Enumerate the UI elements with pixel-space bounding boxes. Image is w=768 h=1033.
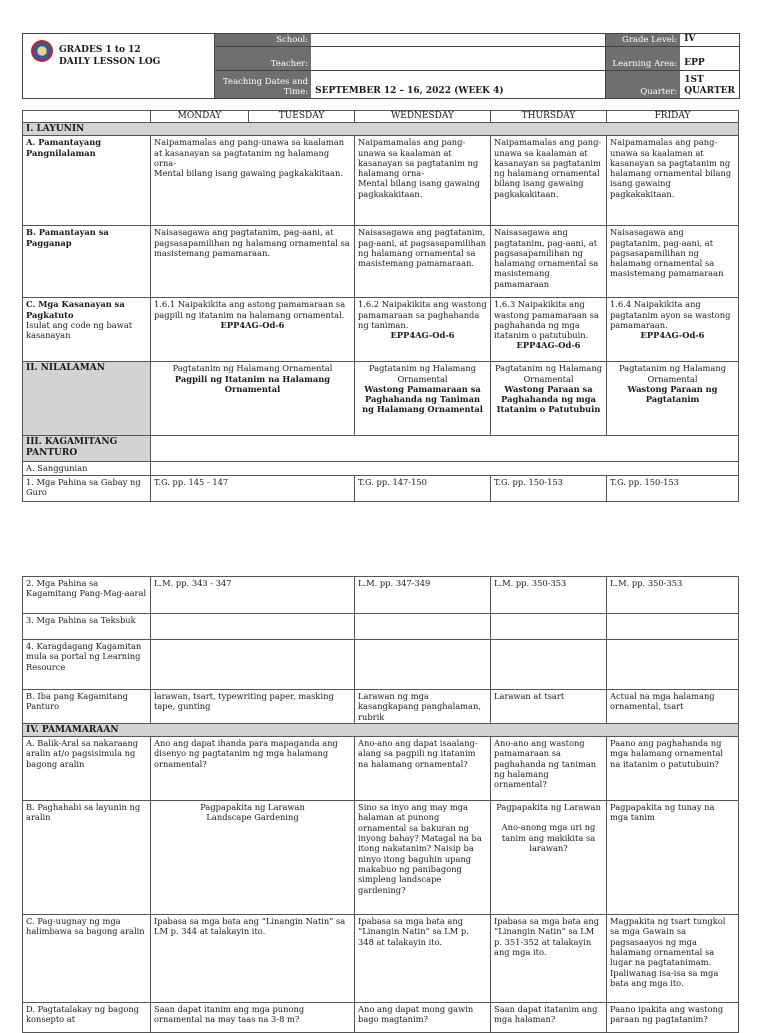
table-cell [151, 298, 355, 362]
table-cell [491, 801, 607, 915]
table-cell [355, 362, 491, 436]
table-row [23, 462, 739, 475]
topic-line1: Pagtatanim ng Halamang Ornamental [172, 363, 333, 374]
header-title-line2: DAILY LESSON LOG [59, 57, 161, 67]
row-label: A. Balik-Aral sa nakaraang aralin at/o pagsisimula ng bagong aralin [23, 737, 151, 801]
skill-text: 1.6.1 Naipakikita ang astong pamamaraan sa pagpili ng itatanim na halamang ornamental. [154, 299, 346, 320]
table-cell: Ano ang dapat mong gawin bago magtanim? [355, 1003, 491, 1033]
table-row [23, 614, 739, 640]
table-cell: Paano ipakita ang wastong paraan ng pagtatanim? [607, 1003, 739, 1033]
row-label: D. Pagtatalakay ng bagong konsepto at [23, 1003, 151, 1033]
table-cell [607, 298, 739, 362]
row-label-sub: Isulat ang code ng bawat kasanayan [26, 319, 133, 341]
table-row [23, 475, 739, 501]
row-label: 1. Mga Pahina sa Gabay ng Guro [23, 475, 151, 501]
table-cell [491, 614, 607, 640]
skill-code: EPP4AG-Od-6 [516, 340, 581, 351]
topic-line2: Wastong Paraan ng Pagtatanim [627, 383, 718, 405]
table-row [23, 436, 739, 462]
header-right [606, 34, 739, 98]
dates-row [215, 71, 605, 98]
school-value[interactable] [311, 34, 605, 46]
activity-subtitle: Landscape Gardening [206, 812, 299, 823]
table-row [23, 577, 739, 614]
section-row [23, 123, 739, 136]
header-middle [215, 34, 606, 98]
table-row [23, 801, 739, 915]
section-layunin: I. LAYUNIN [23, 123, 739, 136]
topic-line1: Pagtatanim ng Halamang Ornamental [368, 363, 477, 384]
topic-line2: Wastong Paraan sa Paghahanda ng mga Itatanim o Patutubuin [496, 383, 601, 415]
quarter-value[interactable]: 1ST QUARTER [684, 75, 735, 96]
table-cell: Naipamamalas ang pang-unawa sa kaalaman at kasanayan sa pagtatanim ng halamang orna- Mental bilang isang gawaing pagkakakitaan. [355, 136, 491, 226]
table-cell [151, 462, 739, 475]
grade-label: Grade Level: [606, 34, 680, 46]
table-cell: Ano-ano ang wastong pamamaraan sa paghahanda ng taniman ng halamang ornamental? [491, 737, 607, 801]
table-cell: Ipabasa sa mga bata ang “Linangin Natin” sa LM p. 348 at talakayin ito. [355, 915, 491, 1003]
activity-title: Pagpapakita ng Larawan [200, 802, 305, 813]
dates-label: Teaching Dates and Time: [215, 71, 311, 98]
table-cell: Pagpapakita ng tunay na mga tanim [607, 801, 739, 915]
area-row [606, 47, 739, 71]
school-row [215, 34, 605, 47]
topic-line2: Pagpili ng Itatanim na Halamang Ornamental [174, 373, 331, 394]
table-cell: Ano-ano ang dapat isaalang-alang sa pagpili ng itatanim na halamang ornamental? [355, 737, 491, 801]
skill-text: 1.6.4 Naipakikita ang pagtatanim ayon sa wastong pamamaraan. [610, 299, 731, 330]
topic-line2: Wastong Pamamaraan sa Paghahanda ng Taniman ng Halamang Ornamental [362, 383, 483, 415]
table-cell: Naipamamalas ang pang-unawa sa kaalaman at kasanayan sa pagtatanim ng halamang ornamental bilang isang gawaing pagkakakitaan. [491, 136, 607, 226]
table-cell: L.M. pp. 343 - 347 [151, 577, 355, 614]
table-cell: Ipabasa sa mga bata ang “Linangin Natin” sa LM p. 344 at talakayin ito. [151, 915, 355, 1003]
topic-line1: Pagtatanim ng Halamang Ornamental [618, 363, 727, 384]
row-label: 4. Karagdagang Kagamitan mula sa portal ng Learning Resource [23, 640, 151, 690]
section-nilalaman: II. NILALAMAN [23, 362, 151, 436]
day-thursday: THURSDAY [491, 111, 607, 123]
table-cell: Naisasagawa ang pagtatanim, pag-aani, at pagsasapamilihan ng halamang ornamental sa masistemang pamamaraan [491, 226, 607, 298]
lesson-table-lower [22, 576, 739, 1033]
table-cell: Ano ang dapat ihanda para mapaganda ang disenyo ng pagtatanim ng mga halamang ornamental? [151, 737, 355, 801]
table-cell [491, 640, 607, 690]
area-value[interactable]: EPP [684, 58, 705, 68]
section-row [23, 723, 739, 736]
day-wednesday: WEDNESDAY [355, 111, 491, 123]
row-label: 3. Mga Pahina sa Teksbuk [23, 614, 151, 640]
table-cell: Larawan at tsart [491, 690, 607, 724]
table-row [23, 298, 739, 362]
table-cell: L.M. pp. 347-349 [355, 577, 491, 614]
day-monday: MONDAY [151, 111, 249, 123]
skill-code: EPP4AG-Od-6 [640, 330, 705, 341]
skill-text: 1.6.2 Naipakikita ang wastong pamamaraan sa paghahanda ng taniman. [358, 299, 487, 330]
day-tuesday: TUESDAY [249, 111, 355, 123]
table-row [23, 690, 739, 724]
table-cell [491, 298, 607, 362]
row-label: B. Pamantayan sa Pagganap [23, 226, 151, 298]
header-title-line1: GRADES 1 to 12 [59, 45, 141, 55]
school-label: School: [215, 34, 311, 46]
quarter-row [606, 71, 739, 98]
table-cell [607, 362, 739, 436]
blank-header-cell [23, 111, 151, 123]
table-cell: Saan dapat itanim ang mga punong ornamental na may taas na 3-8 m? [151, 1003, 355, 1033]
table-cell: T.G. pp. 145 - 147 [151, 475, 355, 501]
section-pamamaraan: IV. PAMAMARAAN [23, 723, 739, 736]
dates-value[interactable]: SEPTEMBER 12 – 16, 2022 (WEEK 4) [315, 86, 504, 96]
table-cell: Naipamamalas ang pang-unawa sa kaalaman at kasanayan sa pagtatanim ng halamang ornamental bilang isang gawaing pagkakakitaan. [607, 136, 739, 226]
day-header-row [23, 111, 739, 123]
table-cell: Sino sa inyo ang may mga halaman at punong ornamental sa bakuran ng inyong bahay? Matagal na ba itong nakatanim? Naisip ba ninyo itong baguhin upang makabuo ng panibagong simpleng landscape gardening? [355, 801, 491, 915]
table-cell: Naisasagawa ang pagtatanim, pag-aani, at pagsasapamilihan ng halamang ornamental sa masistemang pamamaraan. [151, 226, 355, 298]
section-kagamitan: III. KAGAMITANG PANTURO [23, 436, 151, 462]
header-title [59, 44, 160, 68]
table-cell [151, 436, 739, 462]
table-cell [151, 801, 355, 915]
table-cell: Naisasagawa ang pagtatanim, pag-aani, at pagsasapamilihan ng halamang ornamental sa masistemang pamamaraan. [355, 226, 491, 298]
teacher-value[interactable] [311, 47, 605, 70]
header-logo-cell [23, 34, 215, 98]
row-label: B. Iba pang Kagamitang Panturo [23, 690, 151, 724]
row-label: A. Pamantayang Pangnilalaman [23, 136, 151, 226]
table-cell: Naipamamalas ang pang-unawa sa kaalaman at kasanayan sa pagtatanim ng halamang orna- Mental bilang isang gawaing pagkakakitaan. [151, 136, 355, 226]
grade-row [606, 34, 739, 47]
table-cell: L.M. pp. 350-353 [491, 577, 607, 614]
table-cell [607, 614, 739, 640]
table-cell: T.G. pp. 150-153 [491, 475, 607, 501]
table-cell: Actual na mga halamang ornamental, tsart [607, 690, 739, 724]
table-cell: Larawan ng mga kasangkapang panghalaman, rubrik [355, 690, 491, 724]
table-row [23, 737, 739, 801]
table-cell: T.G. pp. 147-150 [355, 475, 491, 501]
teacher-row [215, 47, 605, 71]
table-cell: larawan, tsart, typewriting paper, masking tape, gunting [151, 690, 355, 724]
table-row [23, 915, 739, 1003]
table-cell [491, 362, 607, 436]
skill-code: EPP4AG-Od-6 [390, 330, 455, 341]
table-cell: Magpakita ng tsart tungkol sa mga Gawain sa pagsasaayos ng mga halamang ornamental sa lugar na pagtatanimam. Ipaliwanag isa-isa sa mga bata ang mga ito. [607, 915, 739, 1003]
table-cell [151, 362, 355, 436]
header-table [22, 33, 740, 99]
table-cell [151, 614, 355, 640]
teacher-label: Teacher: [215, 47, 311, 70]
table-cell: T.G. pp. 150-153 [607, 475, 739, 501]
table-row [23, 136, 739, 226]
table-cell [355, 614, 491, 640]
deped-seal-icon [31, 40, 53, 62]
table-row [23, 1003, 739, 1033]
topic-line1: Pagtatanim ng Halamang Ornamental [494, 363, 603, 384]
table-row [23, 362, 739, 436]
table-cell: L.M. pp. 350-353 [607, 577, 739, 614]
row-label [23, 298, 151, 362]
row-label: A. Sanggunian [23, 462, 151, 475]
activity-title: Pagpapakita ng Larawan [496, 802, 601, 813]
table-cell [355, 640, 491, 690]
row-label: C. Pag-uugnay ng mga halimbawa sa bagong aralin [23, 915, 151, 1003]
quarter-label: Quarter: [606, 71, 680, 98]
row-label: B. Paghahabi sa layunin ng aralin [23, 801, 151, 915]
row-label: 2. Mga Pahina sa Kagamitang Pang-Mag-aaral [23, 577, 151, 614]
skill-code: EPP4AG-Od-6 [220, 319, 285, 330]
table-cell [607, 640, 739, 690]
day-friday: FRIDAY [607, 111, 739, 123]
grade-value[interactable]: IV [684, 34, 696, 44]
area-label: Learning Area: [606, 47, 680, 70]
table-cell [151, 640, 355, 690]
row-label-title: C. Mga Kasanayan sa Pagkatuto [26, 299, 125, 320]
table-cell: Saan dapat itatanim ang mga halaman? [491, 1003, 607, 1033]
table-cell: Ipabasa sa mga bata ang “Linangin Natin” sa LM p. 351-352 at talakayin ang mga ito. [491, 915, 607, 1003]
skill-text: 1.6.3 Naipakikita ang wastong pamamaraan sa paghahanda ng mga itatanim o patutubuin. [494, 299, 599, 341]
lesson-table-upper [22, 110, 739, 502]
table-row [23, 226, 739, 298]
table-cell: Naisasagawa ang pagtatanim, pag-aani, at pagsasapamilihan ng halamang ornamental sa masistemang pamamaraan [607, 226, 739, 298]
activity-question: Ano-anong mga uri ng tanim ang makikita sa larawan? [501, 822, 596, 854]
table-cell: Paano ang paghahanda ng mga halamang ornamental na itatanim o patutubuin? [607, 737, 739, 801]
table-cell [355, 298, 491, 362]
table-row [23, 640, 739, 690]
